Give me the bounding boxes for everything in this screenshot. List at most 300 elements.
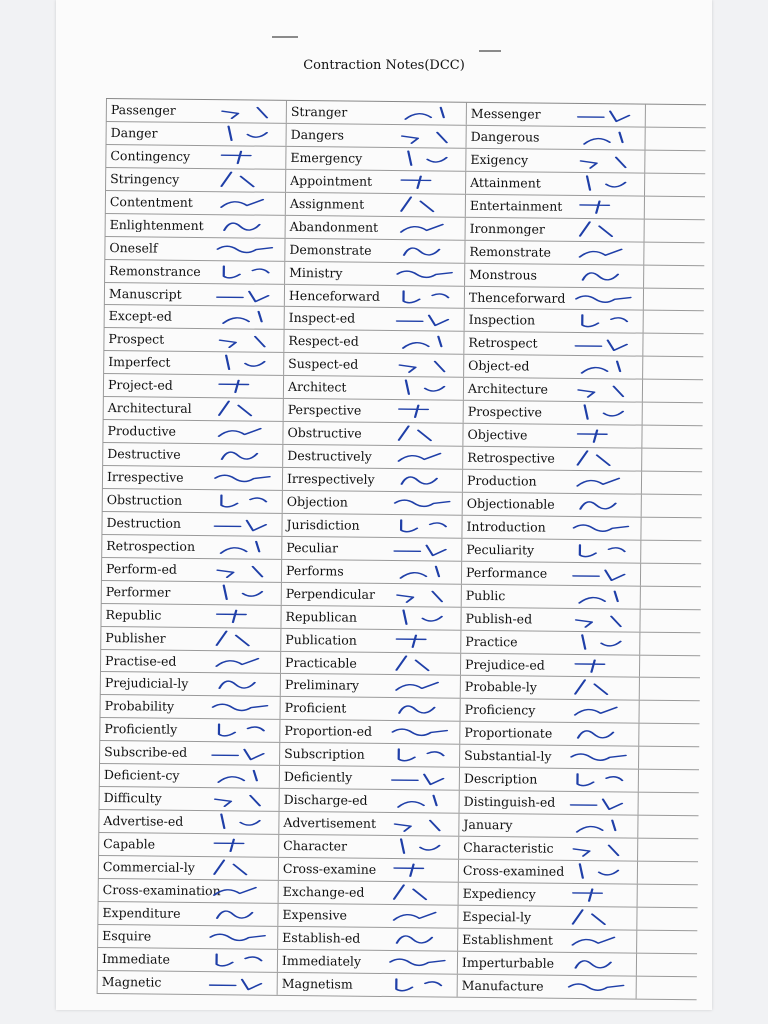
contraction-word: Retrospective [467,449,555,466]
table-cell [460,676,640,700]
table-cell [281,583,461,607]
table-cell [282,468,462,492]
contraction-word: Esquire [102,927,152,944]
shorthand-outline-icon [216,124,280,145]
shorthand-outline-icon [569,678,633,699]
contraction-word: Objective [467,426,528,443]
contraction-word: Retrospection [106,537,196,554]
shorthand-outline-icon [215,170,279,191]
contraction-word: Ironmonger [469,220,546,237]
table-cell [465,149,645,173]
shorthand-outline-icon [213,353,277,374]
shorthand-outline-icon [212,422,276,443]
shorthand-outline-icon [387,906,451,927]
table-cell [465,217,645,241]
table-cell [277,904,457,928]
contraction-word: Description [463,770,538,787]
contraction-word: Respect-ed [288,333,359,350]
page-title: Contraction Notes(DCC) [303,58,465,73]
table-cell [466,103,646,127]
shorthand-outline-icon [573,265,637,286]
contraction-word: Entertainment [469,197,563,214]
contraction-word: Difficulty [103,790,162,806]
contraction-word: Publisher [105,629,166,646]
table-cell [277,972,457,996]
shorthand-outline-icon [210,697,274,718]
contraction-word: Distinguish-ed [463,793,556,810]
table-cell [99,764,279,788]
contraction-word: Performance [465,564,548,581]
contraction-word: Probability [104,698,175,715]
table-cell [458,814,638,838]
shorthand-outline-icon [387,975,451,996]
table-cell [279,766,459,790]
shorthand-outline-icon [573,311,637,332]
shorthand-outline-icon [388,837,452,858]
shorthand-outline-icon [213,376,277,397]
contraction-word: Messenger [470,105,541,122]
table-cell [104,237,284,261]
table-cell [100,604,280,628]
table-cell [463,355,643,379]
table-cell [99,787,279,811]
contraction-word: Commercial-ly [102,858,195,875]
table-cell [280,605,460,629]
shorthand-outline-icon [387,952,451,973]
contraction-word: Inspection [468,312,536,328]
table-cell [283,330,463,354]
table-cell [278,858,458,882]
table-cell [463,378,643,402]
shorthand-outline-icon [388,883,452,904]
contraction-word: Imperturbable [461,954,555,971]
table-cell [458,860,638,884]
shorthand-outline-icon [570,518,634,539]
table-cell [462,493,642,517]
shorthand-outline-icon [214,262,278,283]
shorthand-outline-icon [393,378,457,399]
shorthand-outline-icon [567,816,631,837]
contraction-word: Contentment [109,193,193,210]
contraction-word: Preliminary [284,677,360,694]
table-cell [465,126,645,150]
table-cell [97,902,277,926]
table-cell [102,489,282,513]
table-cell [280,628,460,652]
table-cell [457,928,637,952]
table-cell [102,466,282,490]
contraction-word: Enlightenment [109,216,204,233]
contraction-word: Thenceforward [468,289,566,306]
contraction-word: Establish-ed [282,929,361,946]
table-cell [458,883,638,907]
shorthand-outline-icon [566,954,630,975]
shorthand-outline-icon [396,126,460,147]
contraction-word: Immediately [281,952,362,969]
contraction-word: Public [465,587,506,603]
shorthand-outline-icon [393,332,457,353]
contraction-word: Republican [285,608,358,625]
contraction-word: Architect [287,379,347,395]
shorthand-outline-icon [390,654,454,675]
contraction-word: Exchange-ed [282,883,365,900]
table-cell [278,881,458,905]
shorthand-outline-icon [571,495,635,516]
scan-mark-left [272,36,298,38]
shorthand-outline-icon [210,629,274,650]
contraction-word: Project-ed [107,377,173,393]
shorthand-outline-icon [574,220,638,241]
contraction-word: Proficiently [104,721,178,738]
contraction-word: Practise-ed [105,652,177,669]
contraction-word: Subscribe-ed [104,744,188,761]
shorthand-outline-icon [571,426,635,447]
table-cell [281,514,461,538]
contraction-word: Republic [105,606,162,623]
table-cell [283,376,463,400]
table-cell [102,420,282,444]
table-cell [104,260,284,284]
contraction-word: Imperfect [108,354,171,371]
contraction-word: Practice [465,633,518,649]
contraction-word: Proportion-ed [284,723,373,740]
table-cell [278,835,458,859]
shorthand-outline-icon [567,839,631,860]
shorthand-outline-icon [207,973,271,994]
shorthand-outline-icon [390,631,454,652]
contraction-word: Deficient-cy [103,767,180,783]
shorthand-outline-icon [393,401,457,422]
table-cell [284,307,464,331]
table-cell [101,558,281,582]
shorthand-outline-icon [572,380,636,401]
table-cell [97,971,277,995]
contraction-word: Irrespective [106,469,184,485]
table-cell [284,261,464,285]
contraction-word: Oneself [109,239,158,256]
contraction-word: Peculiarity [466,541,535,558]
table-cell [462,470,642,494]
shorthand-outline-icon [391,562,455,583]
table-cell [283,399,463,423]
shorthand-outline-icon [393,355,457,376]
shorthand-outline-icon [391,516,455,537]
contraction-word: Publish-ed [465,610,533,627]
contraction-word: Production [466,472,537,489]
shorthand-outline-icon [566,976,630,997]
shorthand-outline-icon [573,288,637,309]
shorthand-outline-icon [211,583,275,604]
contraction-word: Stringency [110,170,180,187]
table-cell [99,741,279,765]
shorthand-outline-icon [216,101,280,122]
table-cell [100,672,280,696]
table-cell [284,284,464,308]
shorthand-outline-icon [571,449,635,470]
shorthand-outline-icon [572,357,636,378]
shorthand-outline-icon [571,472,635,493]
table-cell [106,99,286,123]
contraction-word: Henceforward [288,287,381,304]
shorthand-outline-icon [566,908,630,929]
contraction-word: Architectural [107,400,192,417]
table-cell [464,309,644,333]
shorthand-outline-icon [394,309,458,330]
table-cell [100,649,280,673]
shorthand-outline-icon [208,812,272,833]
contraction-word: Perpendicular [285,585,376,602]
table-cell [104,305,284,329]
contraction-word: Appointment [290,172,373,189]
contraction-word: Performer [105,583,171,600]
table-cell [465,195,645,219]
contraction-word: Suspect-ed [288,356,359,372]
contraction-word: Retrospect [468,335,538,351]
shorthand-outline-icon [389,722,453,743]
table-cell [286,124,466,148]
contraction-word: Architecture [467,381,548,397]
shorthand-outline-icon [570,564,634,585]
table-cell [277,927,457,951]
contraction-word: Discharge-ed [283,792,368,808]
table-cell [282,445,462,469]
table-cell [285,193,465,217]
shorthand-outline-icon [208,858,272,879]
table-cell [282,422,462,446]
contraction-word: Deficiently [283,769,353,785]
table-cell [283,353,463,377]
table-cell [464,286,644,310]
contraction-word: Except-ed [108,308,173,325]
contraction-word: Dangers [290,126,345,143]
shorthand-outline-icon [573,243,637,264]
contraction-word: Objectionable [466,495,555,512]
contraction-word: Expediency [462,885,536,902]
table-cell [100,695,280,719]
table-cell [278,812,458,836]
shorthand-outline-icon [395,172,459,193]
shorthand-outline-icon [212,445,276,466]
table-cell [103,397,283,421]
shorthand-outline-icon [214,308,278,329]
table-cell [458,837,638,861]
contraction-word: Manufacture [461,977,544,994]
table-cell [463,332,643,356]
contraction-word: Advertisement [283,814,377,831]
shorthand-outline-icon [574,151,638,172]
contraction-word: Object-ed [468,358,530,374]
table-cell [464,240,644,264]
shorthand-outline-icon [388,814,452,835]
shorthand-outline-icon [211,560,275,581]
shorthand-outline-icon [567,885,631,906]
shorthand-outline-icon [395,149,459,170]
table-cell [280,697,460,721]
contraction-word: Cross-examined [462,862,565,879]
contraction-word: Capable [103,836,156,852]
shorthand-outline-icon [207,950,271,971]
table-cell [461,561,641,585]
shorthand-outline-icon [389,768,453,789]
table-cell [462,424,642,448]
shorthand-outline-icon [389,791,453,812]
contraction-word: Advertise-ed [103,813,184,829]
table-cell [460,653,640,677]
shorthand-outline-icon [572,403,636,424]
shorthand-outline-icon [396,103,460,124]
table-cell [461,539,641,563]
table-cell [279,789,459,813]
shorthand-outline-icon [389,745,453,766]
contraction-word: Ministry [289,264,343,281]
contraction-table [97,98,706,1000]
table-cell [279,720,459,744]
shorthand-outline-icon [392,447,456,468]
contraction-word: Obstruction [106,491,183,508]
shorthand-outline-icon [568,747,632,768]
table-cell [102,443,282,467]
contraction-word: Practicable [285,654,357,671]
shorthand-outline-icon [214,285,278,306]
contraction-word: Remonstrance [109,262,201,279]
table-cell [285,170,465,194]
table-cell [104,282,284,306]
table-cell [282,491,462,515]
shorthand-outline-icon [387,929,451,950]
contraction-word: Prejudicial-ly [104,675,189,692]
table-cell [284,239,464,263]
contraction-word: Proportionate [464,725,553,742]
contraction-word: Monstrous [469,266,538,283]
table-cell [280,651,460,675]
table-cell [105,145,285,169]
contraction-word: Prospective [467,403,543,420]
contraction-word: Subscription [284,746,365,762]
table-cell [463,401,643,425]
table-cell [281,537,461,561]
table-cell [101,535,281,559]
table-cell [105,214,285,238]
table-cell [98,856,278,880]
shorthand-outline-icon [394,264,458,285]
table-cell [459,722,639,746]
shorthand-outline-icon [215,216,279,237]
contraction-word: Peculiar [286,539,339,556]
shorthand-outline-icon [392,424,456,445]
contraction-word: Objection [286,493,348,510]
shorthand-outline-icon [394,287,458,308]
contraction-word: Obstructive [287,425,362,441]
table-cell [97,925,277,949]
shorthand-outline-icon [212,491,276,512]
contraction-word: January [463,816,513,833]
shorthand-outline-icon [395,195,459,216]
shorthand-outline-icon [388,860,452,881]
contraction-word: Introduction [466,518,546,535]
shorthand-outline-icon [211,537,275,558]
contraction-word: Passenger [110,102,176,118]
shorthand-outline-icon [394,241,458,262]
shorthand-outline-icon [575,105,639,126]
contraction-word: Emergency [290,149,363,166]
table-cell [459,745,639,769]
shorthand-outline-icon [390,608,454,629]
contraction-word: Perspective [287,402,362,418]
shorthand-outline-icon [210,652,274,673]
contraction-word: Prejudice-ed [465,656,545,673]
contraction-word: Abandonment [289,218,379,235]
shorthand-outline-icon [208,881,272,902]
shorthand-outline-icon [208,835,272,856]
shorthand-outline-icon [207,927,271,948]
table-cell [103,374,283,398]
shorthand-outline-icon [572,334,636,355]
contraction-word: Prospect [108,331,165,347]
contraction-word: Characteristic [463,839,554,856]
contraction-word: Manuscript [108,285,182,302]
table-cell [465,172,645,196]
contraction-word: Probable-ly [464,679,537,695]
shorthand-outline-icon [215,147,279,168]
table-cell [281,560,461,584]
shorthand-outline-icon [209,766,273,787]
table-cell [460,607,640,631]
contraction-word: Proficient [284,700,347,716]
contraction-word: Magnetism [281,975,353,992]
contraction-word: Irrespectively [286,470,375,487]
contraction-word: Perform-ed [105,560,177,577]
contraction-word: Cross-examination [102,881,221,899]
table-cell [99,718,279,742]
table-cell [101,581,281,605]
shorthand-outline-icon [574,197,638,218]
shorthand-outline-icon [570,587,634,608]
shorthand-outline-icon [209,743,273,764]
shorthand-outline-icon [392,470,456,491]
contraction-word: Especial-ly [462,908,532,925]
document-page [56,0,712,1010]
table-cell [97,948,277,972]
contraction-word: Publication [285,631,357,648]
shorthand-outline-icon [569,632,633,653]
table-cell [106,122,286,146]
table-cell [277,950,457,974]
table-cell [105,168,285,192]
table-cell [286,101,466,125]
shorthand-outline-icon [568,701,632,722]
table-cell [98,879,278,903]
table-cell [280,674,460,698]
contraction-word: Inspect-ed [288,310,356,327]
contraction-word: Magnetic [101,973,162,990]
shorthand-outline-icon [213,331,277,352]
contraction-word: Destructive [107,446,181,462]
contraction-word: Destruction [106,514,182,531]
table-cell [459,699,639,723]
shorthand-outline-icon [209,789,273,810]
shorthand-outline-icon [212,468,276,489]
contraction-word: Attainment [470,174,541,191]
contraction-word: Remonstrate [469,243,552,260]
shorthand-outline-icon [568,724,632,745]
shorthand-outline-icon [392,493,456,514]
table-cell [457,906,637,930]
shorthand-outline-icon [568,793,632,814]
table-cell [103,351,283,375]
shorthand-outline-icon [211,514,275,535]
shorthand-outline-icon [210,675,274,696]
table-cell [279,743,459,767]
